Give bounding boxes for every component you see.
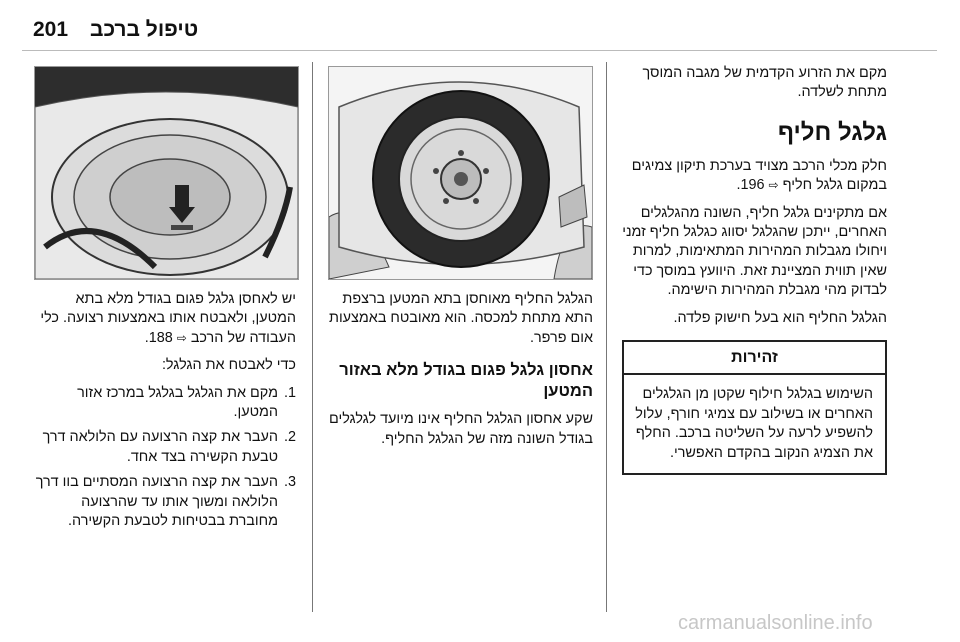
warning-text: השימוש בגלגל חילוף שקטן מן הגלגלים האחרים או בשילוב עם צמיגי חורף, עלול להשפיע לרעה על השליטה ברכב. החלף את הצמיג הנקוב בהקדם האפשרי. bbox=[635, 386, 873, 461]
step-item bbox=[34, 473, 296, 531]
warning-box bbox=[622, 340, 887, 475]
section-heading-damaged-wheel: אחסון גלגל פגום בגודל מלא באזור המטען bbox=[339, 361, 593, 401]
middle-column bbox=[328, 290, 593, 457]
column-divider bbox=[606, 62, 607, 612]
damaged-wheel-figure bbox=[34, 66, 299, 280]
column-divider bbox=[312, 62, 313, 612]
right-column bbox=[622, 64, 887, 475]
spare-wheel-paragraph-2: אם מתקינים גלגל חליף, השונה מהגלגלים האחרים, ייתכן שהגלגל יסווג כגלגל חליף זמני ויחולו מגבלות המהירות המתאימות, למרות שאין תווית המציינת זאת. היוועץ במוסך כדי לבדוק מהי מגבלת המהירות הישימה. bbox=[622, 204, 887, 299]
step-number: 3. bbox=[283, 474, 296, 491]
spare-wheel-illustration bbox=[329, 67, 592, 279]
step-text: העבר את קצה הרצועה עם הלולאה דרך טבעת הקשירה בצד אחד. bbox=[42, 429, 278, 465]
step-text: העבר את קצה הרצועה המסתיים בוו דרך הלולאה ומשוך אותו עד שהרצועה מחוברת בבטיחות לטבעת הקשירה. bbox=[35, 474, 278, 530]
page-number: 201 bbox=[33, 18, 69, 41]
chapter-title: טיפול ברכב bbox=[90, 18, 199, 41]
step-number: 2. bbox=[283, 429, 296, 446]
spare-wheel-storage-paragraph: הגלגל החליף מאוחסן בתא המטען ברצפת התא מתחת למכסה. הוא מאובטח באמצעות אום פרפר. bbox=[329, 291, 593, 346]
step-item bbox=[34, 384, 296, 423]
step-text: מקם את הגלגל בגלגל במרכז אזור המטען. bbox=[77, 384, 278, 421]
page-header bbox=[0, 0, 960, 50]
steps-list bbox=[34, 384, 296, 532]
paragraph-text: יש לאחסן גלגל פגום בגודל מלא בתא המטען, ולאבטח אותו באמצעות רצועה. כלי העבודה של הרכב bbox=[40, 291, 296, 346]
step-number: 1. bbox=[283, 384, 296, 401]
damaged-wheel-paragraph: יש לאחסן גלגל פגום בגודל מלא בתא המטען, ולאבטח אותו באמצעות רצועה. כלי העבודה של הרכב ⇨ 188. bbox=[40, 291, 296, 346]
secure-wheel-intro: כדי לאבטח את הגלגל: bbox=[161, 357, 296, 374]
watermark: carmanualsonline.info bbox=[678, 612, 873, 634]
page-reference: 188 bbox=[148, 329, 173, 346]
left-column bbox=[34, 290, 296, 537]
step-item bbox=[34, 428, 296, 467]
spare-wheel-paragraph-3: הגלגל החליף הוא בעל חישוק פלדה. bbox=[673, 309, 887, 326]
arrow-reference-icon: ⇨ bbox=[176, 330, 187, 345]
intro-paragraph: מקם את הזרוע הקדמית של מגבה המוסך מתחת לשלדה. bbox=[642, 65, 887, 101]
header-divider bbox=[22, 50, 937, 51]
section-heading-spare-wheel: גלגל חליף bbox=[777, 118, 887, 146]
page-reference: 196 bbox=[740, 177, 765, 194]
storage-well-paragraph: שקע אחסון הגלגל החליף אינו מיועד לגלגלים בגודל השונה מזה של הגלגל החליף. bbox=[328, 411, 593, 447]
arrow-reference-icon: ⇨ bbox=[768, 178, 779, 193]
spare-wheel-paragraph-1: חלק מכלי הרכב מצויד בערכת תיקון צמיגים במקום גלגל חליף ⇨ 196. bbox=[631, 157, 887, 194]
paragraph-text: חלק מכלי הרכב מצויד בערכת תיקון צמיגים במקום גלגל חליף bbox=[631, 157, 887, 194]
damaged-wheel-illustration bbox=[35, 67, 298, 279]
warning-title: זהירות bbox=[624, 342, 885, 375]
spare-wheel-figure bbox=[328, 66, 593, 280]
